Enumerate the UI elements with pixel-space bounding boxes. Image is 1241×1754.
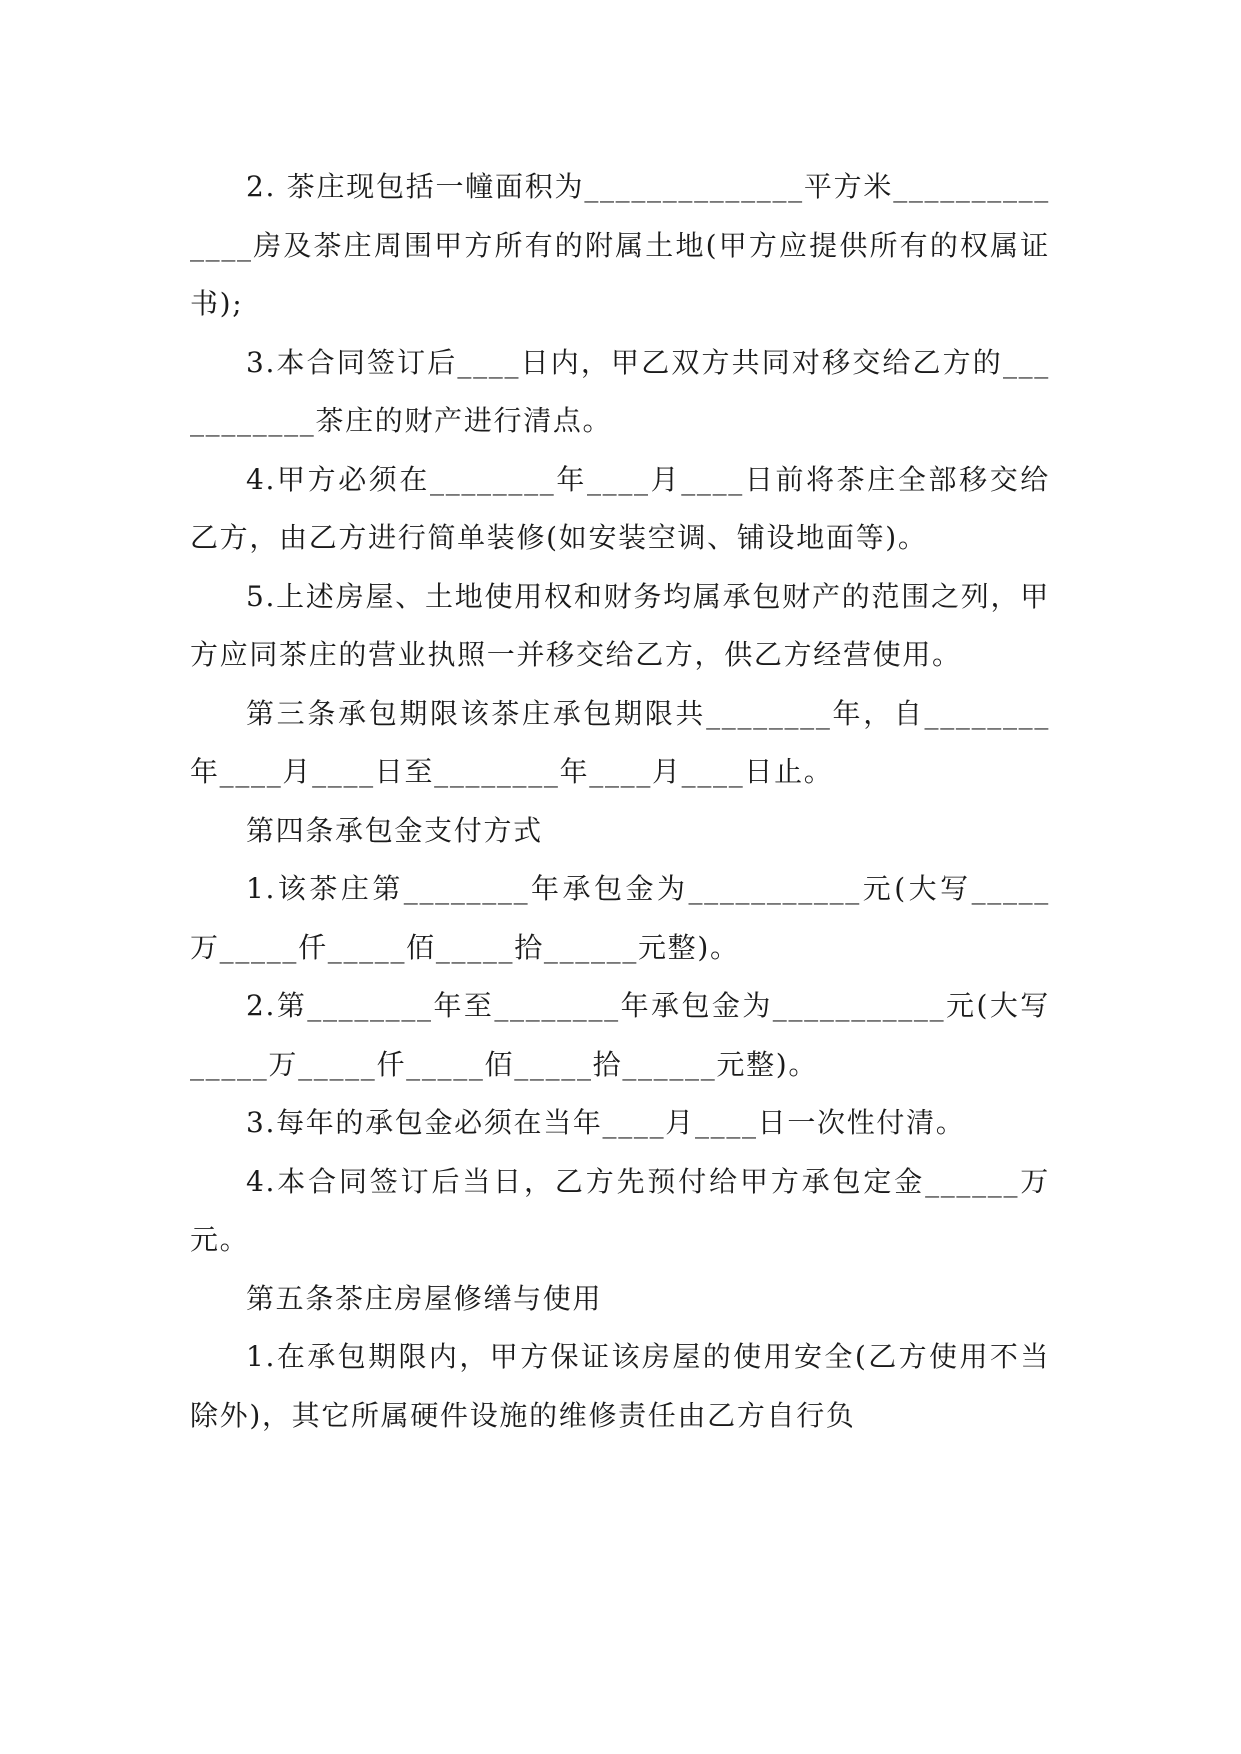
document-body — [190, 158, 1050, 1445]
paragraph-first-year-fee: 1.该茶庄第________年承包金为___________元(大写_____万_____仟_____佰_____拾______元整)。 — [190, 872, 1050, 964]
paragraph-inventory: 3.本合同签订后____日内，甲乙双方共同对移交给乙方的___________茶庄的财产进行清点。 — [190, 345, 1050, 437]
paragraph-handover: 4.甲方必须在________年____月____日前将茶庄全部移交给乙方，由乙方进行简单装修(如安装空调、铺设地面等)。 — [190, 462, 1050, 554]
paragraph-annual-payment: 3.每年的承包金必须在当年____月____日一次性付清。 — [246, 1106, 966, 1139]
paragraph-article-3-term: 第三条承包期限该茶庄承包期限共________年，自________年____月____日至________年____月____日止。 — [190, 696, 1050, 788]
paragraph-repair-responsibility: 1.在承包期限内，甲方保证该房屋的使用安全(乙方使用不当除外)，其它所属硬件设施的维修责任由乙方自行负 — [190, 1340, 1050, 1432]
heading-article-4: 第四条承包金支付方式 — [246, 813, 543, 847]
paragraph-property-scope: 2. 茶庄现包括一幢面积为______________平方米______________房及茶庄周围甲方所有的附属土地(甲方应提供所有的权属证书); — [190, 170, 1050, 320]
paragraph-later-year-fee: 2.第________年至________年承包金为___________元(大写_____万_____仟_____佰_____拾______元整)。 — [190, 989, 1050, 1081]
heading-article-5: 第五条茶庄房屋修缮与使用 — [246, 1281, 603, 1315]
paragraph-land-use: 5.上述房屋、土地使用权和财务均属承包财产的范围之列，甲方应同茶庄的营业执照一并移交给乙方，供乙方经营使用。 — [190, 579, 1050, 671]
paragraph-deposit: 4.本合同签订后当日，乙方先预付给甲方承包定金______万元。 — [190, 1164, 1050, 1256]
